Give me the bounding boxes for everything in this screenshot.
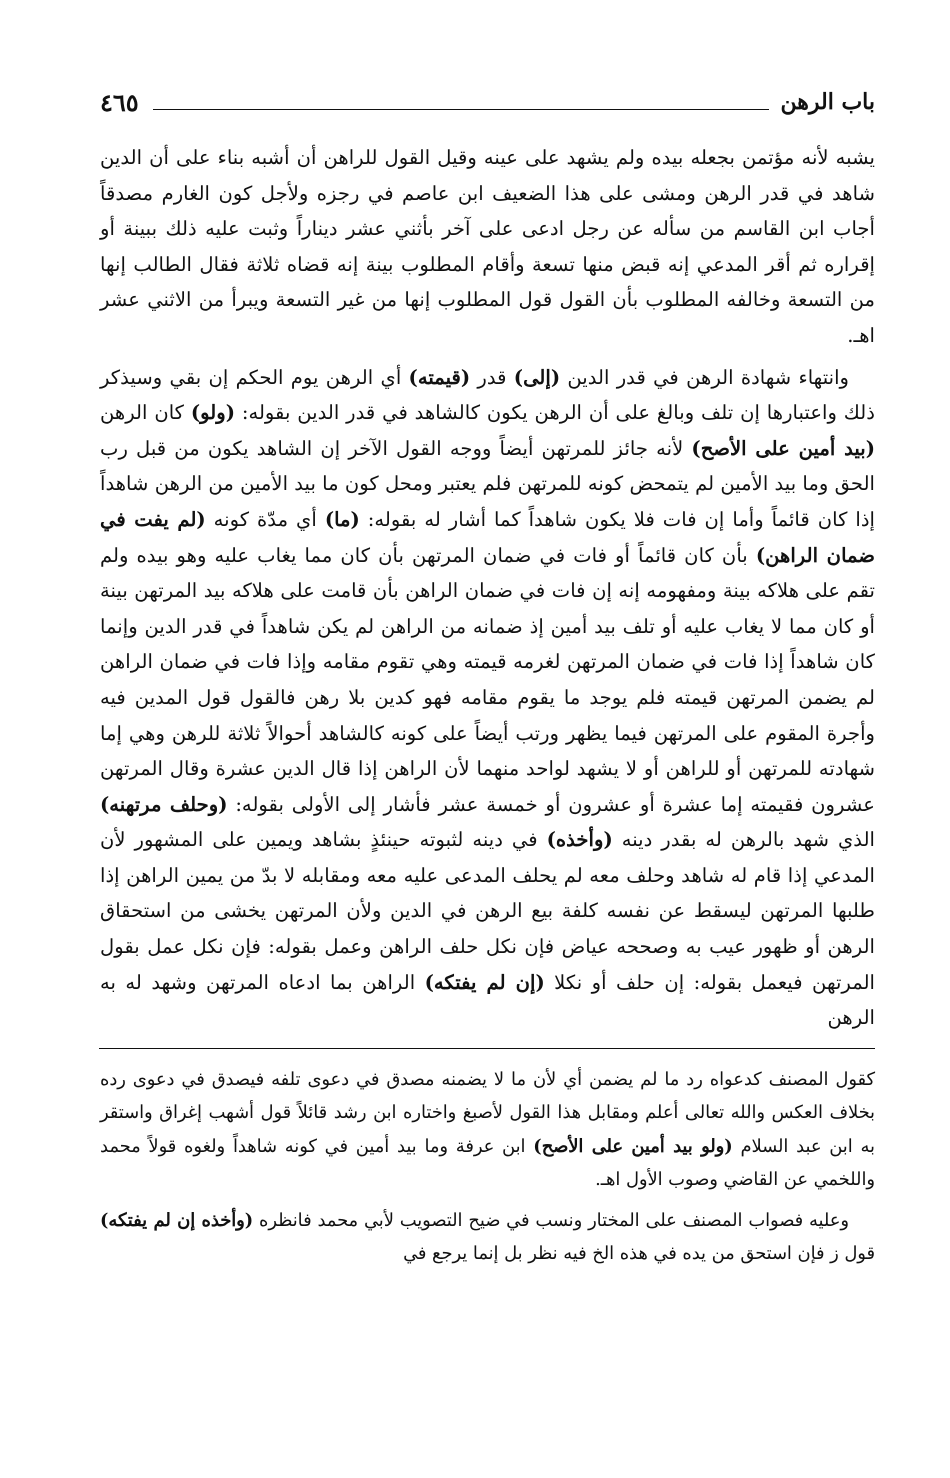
matn-term: (ولو) — [190, 401, 235, 425]
text-run: وعليه فصواب المصنف على المختار ونسب في ضيح التصويب لأبي محمد فانظره — [253, 1209, 849, 1231]
matn-term: (بيد أمين على الأصح) — [691, 436, 875, 460]
paragraph-commentary — [100, 360, 875, 1036]
footnote-paragraph — [100, 1204, 875, 1271]
matn-term: (إن لم يفتكه) — [424, 970, 545, 994]
matn-term: (لم يفت في ضمان الراهن) — [100, 507, 875, 567]
text-run: كان الرهن — [100, 401, 191, 425]
footnotes — [100, 1063, 875, 1271]
footnote-separator — [99, 1048, 875, 1049]
matn-term: (ما) — [324, 507, 360, 531]
matn-term: (وأخذه إن لم يفتكه) — [100, 1209, 254, 1231]
text-run: قدر — [470, 365, 514, 389]
text-run: قول ز فإن استحق من يده في هذه الخ فيه نظر بل إنما يرجع في — [403, 1243, 875, 1265]
matn-term: (قيمته) — [408, 365, 471, 389]
text-run: في دينه لثبوته حينئذٍ بشاهد ويمين على المشهور لأن المدعي إذا قام له شاهد وحلف معه لم يحلف المدعى عليه معه ومقابله لا بدّ من يمين الراهن إذا طلبها المرتهن ليسقط عن نفسه كلفة بيع الرهن في الدين ولأن المرتهن يخشى من استحقاق الرهن أو ظهور عيب به وصححه عياض فإن نكل حلف الراهن وعمل بقوله: فإن نكل عمل بقول المرتهن فيعمل بقوله: إن حلف أو نكلا — [100, 828, 875, 994]
text-run: ابن عرفة وما بيد أمين في كونه شاهداً ولغوه قولاً محمد واللخمي عن القاضي وصوب الأول اهـ. — [100, 1135, 875, 1191]
text-run: الذي شهد بالرهن له بقدر دينه — [612, 828, 876, 852]
main-text — [100, 140, 875, 1036]
chapter-title: باب الرهن — [780, 89, 875, 115]
book-page — [100, 80, 875, 1410]
matn-term: (وأخذه) — [546, 828, 613, 852]
matn-term: (ولو بيد أمين على الأصح) — [533, 1135, 733, 1157]
footnote-paragraph — [100, 1063, 875, 1197]
text-run: أي الرهن يوم الحكم إن بقي وسيذكر ذلك واعتبارها إن تلف وبالغ على أن الرهن يكون كالشاهد في قدر الدين بقوله: — [100, 365, 875, 425]
text-run: كقول المصنف كدعواه رد ما لم يضمن أي لأن ما لا يضمنه مصدق في دعوى تلفه فيصدق في دعوى رده بخلاف العكس والله تعالى أعلم ومقابل هذا القول لأصبغ واختاره ابن رشد قائلاً قول أشهب إغراق واستقر به ابن عبد السلام — [100, 1068, 875, 1157]
text-run: الراهن بما ادعاه المرتهن وشهد له به الرهن — [100, 970, 875, 1030]
text-run: بأن كان قائماً أو فات في ضمان المرتهن بأن كان مما يغاب عليه وهو بيده ولم تقم على هلاكه بينة ومفهومه إنه إن فات في ضمان الراهن بأن قامت على هلاكه بيد المرتهن بينة أو كان مما لا يغاب عليه أو تلف بيد أمين إذ ضمانه من الراهن لم يكن شاهداً في قدر الدين وإنما كان شاهداً إذا فات في ضمان المرتهن لغرمه قيمته وهي تقوم مقامه وإذا فات في ضمان الراهن لم يضمن المرتهن قيمته فلم يوجد ما يقوم مقامه فهو كدين بلا رهن فالقول قول المدين فيه وأجرة المقوم على المرتهن فيما يظهر ورتب أيضاً على كونه كالشاهد أحوالاً ثلاثة للرهن وهي إما شهادته للمرتهن أو للراهن أو لا يشهد لواحد منهما لأن الراهن إذا قال الدين عشرة وقال المرتهن عشرون فقيمته إما عشرة أو عشرون أو خمسة عشر فأشار إلى الأولى بقوله: — [100, 543, 875, 816]
text-run: أي مدّة كونه — [205, 507, 325, 531]
text-run: لأنه جائز للمرتهن أيضاً ووجه القول الآخر إن الشاهد يكون من قبل رب الحق وما بيد الأمين لم يتمحض كونه للمرتهن فلم يعتبر ومحل كون ما بيد الأمين من الرهن شاهداً إذا كان قائماً وأما إن فات فلا يكون شاهداً كما أشار له بقوله: — [100, 436, 875, 531]
running-header — [100, 80, 875, 124]
page-number: ٤٦٥ — [100, 87, 139, 117]
matn-term: (إلى) — [513, 365, 561, 389]
matn-term: (وحلف مرتهنه) — [100, 792, 228, 816]
paragraph-continued: يشبه لأنه مؤتمن بجعله بيده ولم يشهد على عينه وقيل القول للراهن أن أشبه بناء على أن الدين شاهد في قدر الرهن ومشى على هذا الضعيف ابن عاصم في رجزه ولأجل كون الغارم مصدقاً أجاب ابن القاسم من سأله عن رجل ادعى على آخر بأثني عشر ديناراً وثبت عليه ذلك ببينة أو إقراره ثم أقر المدعي إنه قبض منها تسعة وأقام المطلوب بينة إنه قضاه ثلاثة فقال الطالب إنها من التسعة وخالفه المطلوب بأن القول قول المطلوب إنها من غير التسعة ويبرأ من الاثني عشر اهـ. — [100, 146, 875, 347]
text-run: وانتهاء شهادة الرهن في قدر الدين — [560, 365, 849, 389]
header-rule — [153, 109, 769, 110]
